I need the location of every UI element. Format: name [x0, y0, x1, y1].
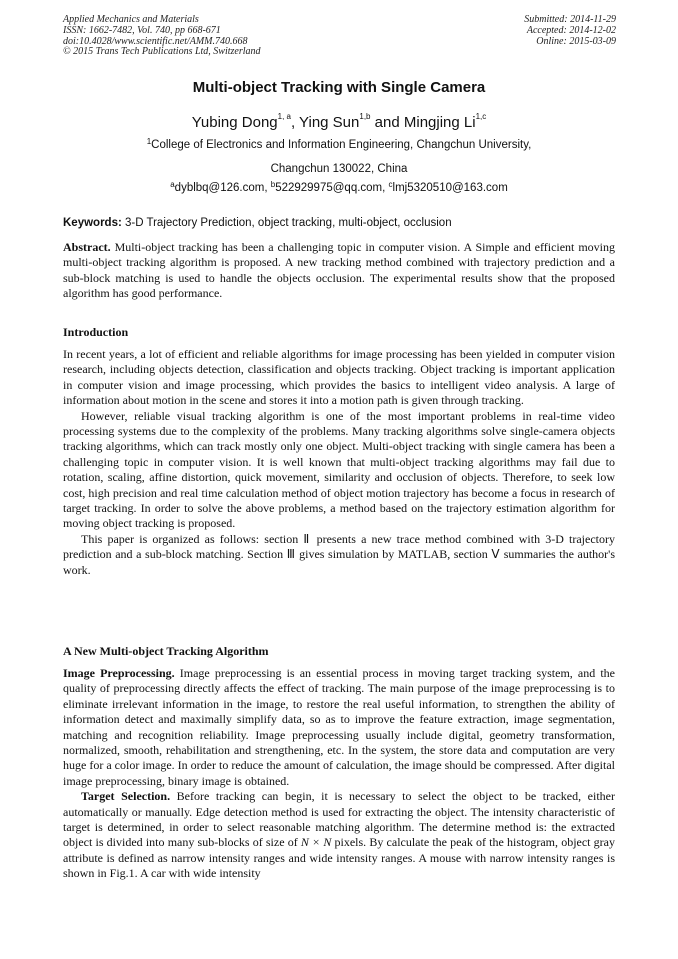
affiliation-superscript: 1	[146, 137, 152, 146]
subsection-label: Image Preprocessing.	[63, 666, 175, 680]
paragraph: This paper is organized as follows: section Ⅱ presents a new trace method combined with 3-D trajectory prediction and a sub-block matching. Section Ⅲ gives simulation by MATLAB, section Ⅴ summaries the author's work.	[63, 531, 615, 577]
doi-line: doi:10.4028/www.scientific.net/AMM.740.668	[63, 35, 248, 47]
paragraph-text: Before tracking can begin, it is necessary to select the object to be tracked, either automatically or manually. Edge detection method is used for extracting the object. The intensity characteristic of target is determined, in order to select reasonable matching algorithm. The determine method is: the extracted object is divided into many sub-blocks of size of	[63, 789, 615, 850]
author-superscript: 1,b	[359, 112, 371, 121]
email-address: dyblbq@126.com	[174, 182, 265, 194]
abstract-label: Abstract.	[63, 240, 111, 254]
abstract-text: Multi-object tracking has been a challenging topic in computer vision. A Simple and efficient moving multi-object tracking algorithm is proposed. A new tracking method combined with trajectory prediction and a sub-block matching is used to handle the objects occlusion. The experimental results show that the proposed algorithm has good performance.	[63, 240, 615, 301]
email-superscript: a	[170, 180, 175, 189]
dates-header	[524, 15, 616, 47]
author-name: Ying Sun	[299, 114, 360, 131]
online-date: Online: 2015-03-09	[536, 35, 616, 47]
email-address: 522929975@qq.com	[275, 182, 383, 194]
abstract	[63, 240, 615, 302]
author-name: Yubing Dong	[191, 114, 278, 131]
email-list	[0, 182, 678, 194]
accepted-date: Accepted: 2014-12-02	[526, 24, 616, 36]
affiliation-text: College of Electronics and Information Engineering, Changchun University,	[151, 139, 532, 151]
section-heading-introduction: Introduction	[63, 325, 129, 339]
algorithm-body	[63, 666, 615, 882]
email-address: lmj5320510@163.com	[392, 182, 508, 194]
journal-header	[63, 15, 261, 58]
keywords-label: Keywords:	[63, 217, 122, 229]
inline-math: N × N	[300, 835, 332, 850]
paragraph-text: Image preprocessing is an essential process in moving target tracking system, and the quality of preprocessing directly affects the effect of tracking. The main purpose of the image preprocessing is to eliminate irrelevant information in the image, to restore the real useful information, to strengthen the ability of information detect and maximally simplify data, so as to improve the feature extraction, image segmentation, matching and recognition reliability. Image preprocessing usually include digital, geometry transformation, normalized, smooth, rehabilitation and strengthening, etc. In the system, the store data and computation are very huge for a color image. In order to reduce the amount of calculation, the image should be compressed. After digital image preprocessing, binary image is obtained.	[63, 666, 615, 788]
introduction-body	[63, 347, 615, 578]
author-name: Mingjing Li	[403, 114, 476, 131]
copyright-line: © 2015 Trans Tech Publications Ltd, Switzerland	[63, 46, 261, 58]
keywords	[63, 217, 615, 229]
author-separator: ,	[290, 114, 300, 131]
author-list	[0, 114, 678, 131]
paragraph: However, reliable visual tracking algorithm is one of the most important problems in real-time video processing systems due to the complexity of the problems. Many tracking algorithms solve single-camera objects tracking algorithms, which can track mostly only one object. Multi-object tracking with single camera has been a challenging topic in computer vision. It is well known that multi-object tracking algorithms may fail due to rotation, scaling, affine distortion, quick movement, similarity and occlusion of objects. Therefore, to seek low cost, high precision and real time calculation method of object motion trajectory has become a focus in research of target tracking. In order to solve the above problems, a method based on the trajectory estimation algorithm for moving object tracking is proposed.	[63, 408, 615, 531]
paragraph: In recent years, a lot of efficient and reliable algorithms for image processing has been yielded in computer vision research, including objects detection, classification and objects tracking. Object tracking is important application in computer vision and image processing, which provides the basics to intelligent video analysis. A large of information about motion in the scene and stores it into a motion path is given through tracking.	[63, 347, 615, 408]
paper-title: Multi-object Tracking with Single Camera	[192, 79, 486, 96]
paragraph	[63, 666, 615, 789]
affiliation-line-2: Changchun 130022, China	[270, 163, 408, 175]
journal-name: Applied Mechanics and Materials	[63, 14, 199, 25]
issn-line: ISSN: 1662-7482, Vol. 740, pp 668-671	[63, 24, 221, 36]
email-separator: ,	[264, 182, 271, 194]
subsection-label: Target Selection.	[81, 789, 171, 804]
paragraph-text: pixels. By calculate the peak of the histogram, object gray attribute is defined as narrow intensity ranges and wide intensity ranges. A mouse with narrow intensity ranges is shown in Fig.1. A car with wide intensity	[63, 835, 616, 881]
keywords-text: 3-D Trajectory Prediction, object tracking, multi-object, occlusion	[121, 217, 452, 229]
paragraph	[63, 789, 615, 881]
submitted-date: Submitted: 2014-11-29	[524, 14, 616, 25]
section-heading-algorithm: A New Multi-object Tracking Algorithm	[63, 644, 269, 658]
email-superscript: c	[388, 180, 393, 189]
affiliation-line-1	[0, 139, 678, 151]
email-superscript: b	[270, 180, 276, 189]
author-superscript: 1, a	[277, 112, 291, 121]
author-separator: and	[370, 114, 404, 131]
email-separator: ,	[382, 182, 389, 194]
author-superscript: 1,c	[475, 112, 487, 121]
